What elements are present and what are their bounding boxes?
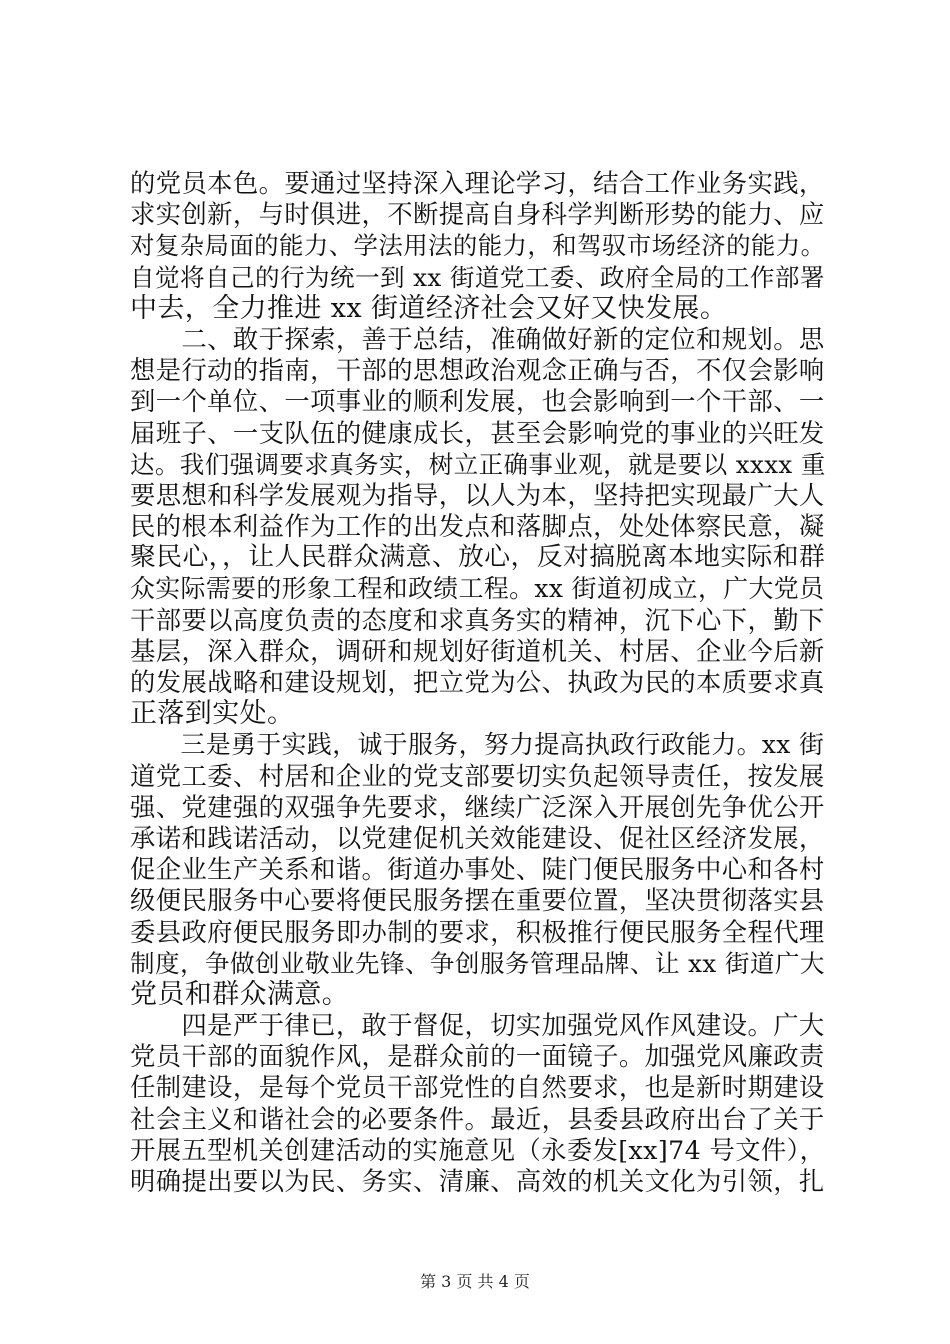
text-line: 承诺和践诺活动，以党建促机关效能建设、促社区经济发展， (130, 822, 825, 853)
text-line: 二、敢于探索，善于总结，准确做好新的定位和规划。思 (130, 323, 825, 354)
text-line: 众实际需要的形象工程和政绩工程。xx 街道初成立，广大党员 (130, 574, 825, 604)
text-line: 聚民心，，让人民群众满意、放心，反对搞脱离本地实际和群 (130, 542, 826, 573)
text-line: 明确提出要以为民、务实、清廉、高效的机关文化为引领，扎 (130, 1166, 825, 1196)
text-line: 强、党建强的双强争先要求，继续广泛深入开展创先争优公开 (130, 791, 825, 822)
text-line: 干部要以高度负责的态度和求真务实的精神，沉下心下，勤下 (130, 604, 825, 635)
text-line: 中去，全力推进 xx 街道经济社会又好又快发展。 (130, 292, 728, 324)
text-line: 想是行动的指南，干部的思想政治观念正确与否，不仅会影响 (130, 355, 825, 386)
text-line: 促企业生产关系和谐。街道办事处、陡门便民服务中心和各村 (130, 854, 825, 885)
page-footer: 第 3 页 共 4 页 (420, 1272, 530, 1291)
text-line: 自觉将自己的行为统一到 xx 街道党工委、政府全局的工作部署 (130, 262, 825, 292)
text-line: 级便民服务中心要将便民服务摆在重要位置，坚决贯彻落实县 (130, 885, 825, 916)
text-line: 任制建设，是每个党员干部党性的自然要求，也是新时期建设 (130, 1072, 825, 1103)
document-body (130, 168, 830, 1197)
text-line: 道党工委、村居和企业的党支部要切实负起领导责任，按发展 (130, 760, 825, 791)
text-line: 届班子、一支队伍的健康成长，甚至会影响党的事业的兴旺发 (130, 417, 825, 448)
text-line: 党员干部的面貌作风，是群众前的一面镜子。加强党风廉政责 (130, 1041, 825, 1072)
text-line: 正落到实处。 (130, 698, 295, 730)
text-line: 求实创新，与时俱进，不断提高自身科学判断形势的能力、应 (130, 199, 825, 230)
text-line: 的党员本色。要通过坚持深入理论学习，结合工作业务实践， (130, 168, 825, 198)
text-line: 民的根本利益作为工作的出发点和落脚点，处处体察民意，凝 (130, 511, 825, 542)
text-line: 的发展战略和建设规划，把立党为公、执政为民的本质要求真 (130, 667, 825, 697)
text-line: 制度，争做创业敬业先锋、争创服务管理品牌、让 xx 街道广大 (130, 948, 825, 978)
text-line: 社会主义和谐社会的必要条件。最近，县委县政府出台了关于 (130, 1103, 825, 1134)
text-line: 四是严于律已，敢于督促，切实加强党风作风建设。广大 (130, 1010, 825, 1041)
text-line: 基层，深入群众，调研和规划好街道机关、村居、企业今后新 (130, 635, 825, 666)
text-line: 三是勇于实践，诚于服务，努力提高执政行政能力。xx 街 (130, 730, 825, 760)
text-line: 委县政府便民服务即办制的要求，积极推行便民服务全程代理 (130, 916, 825, 947)
text-line: 到一个单位、一项事业的顺利发展，也会影响到一个干部、一 (130, 386, 825, 417)
text-line: 开展五型机关创建活动的实施意见（永委发[xx]74 号文件）， (130, 1135, 826, 1165)
text-line: 对复杂局面的能力、学法用法的能力，和驾驭市场经济的能力。 (130, 231, 826, 261)
text-line: 要思想和科学发展观为指导，以人为本，坚持把实现最广大人 (130, 479, 825, 510)
text-line: 党员和群众满意。 (130, 978, 350, 1010)
text-line: 达。我们强调要求真务实，树立正确事业观，就是要以 xxxx 重 (130, 449, 826, 479)
